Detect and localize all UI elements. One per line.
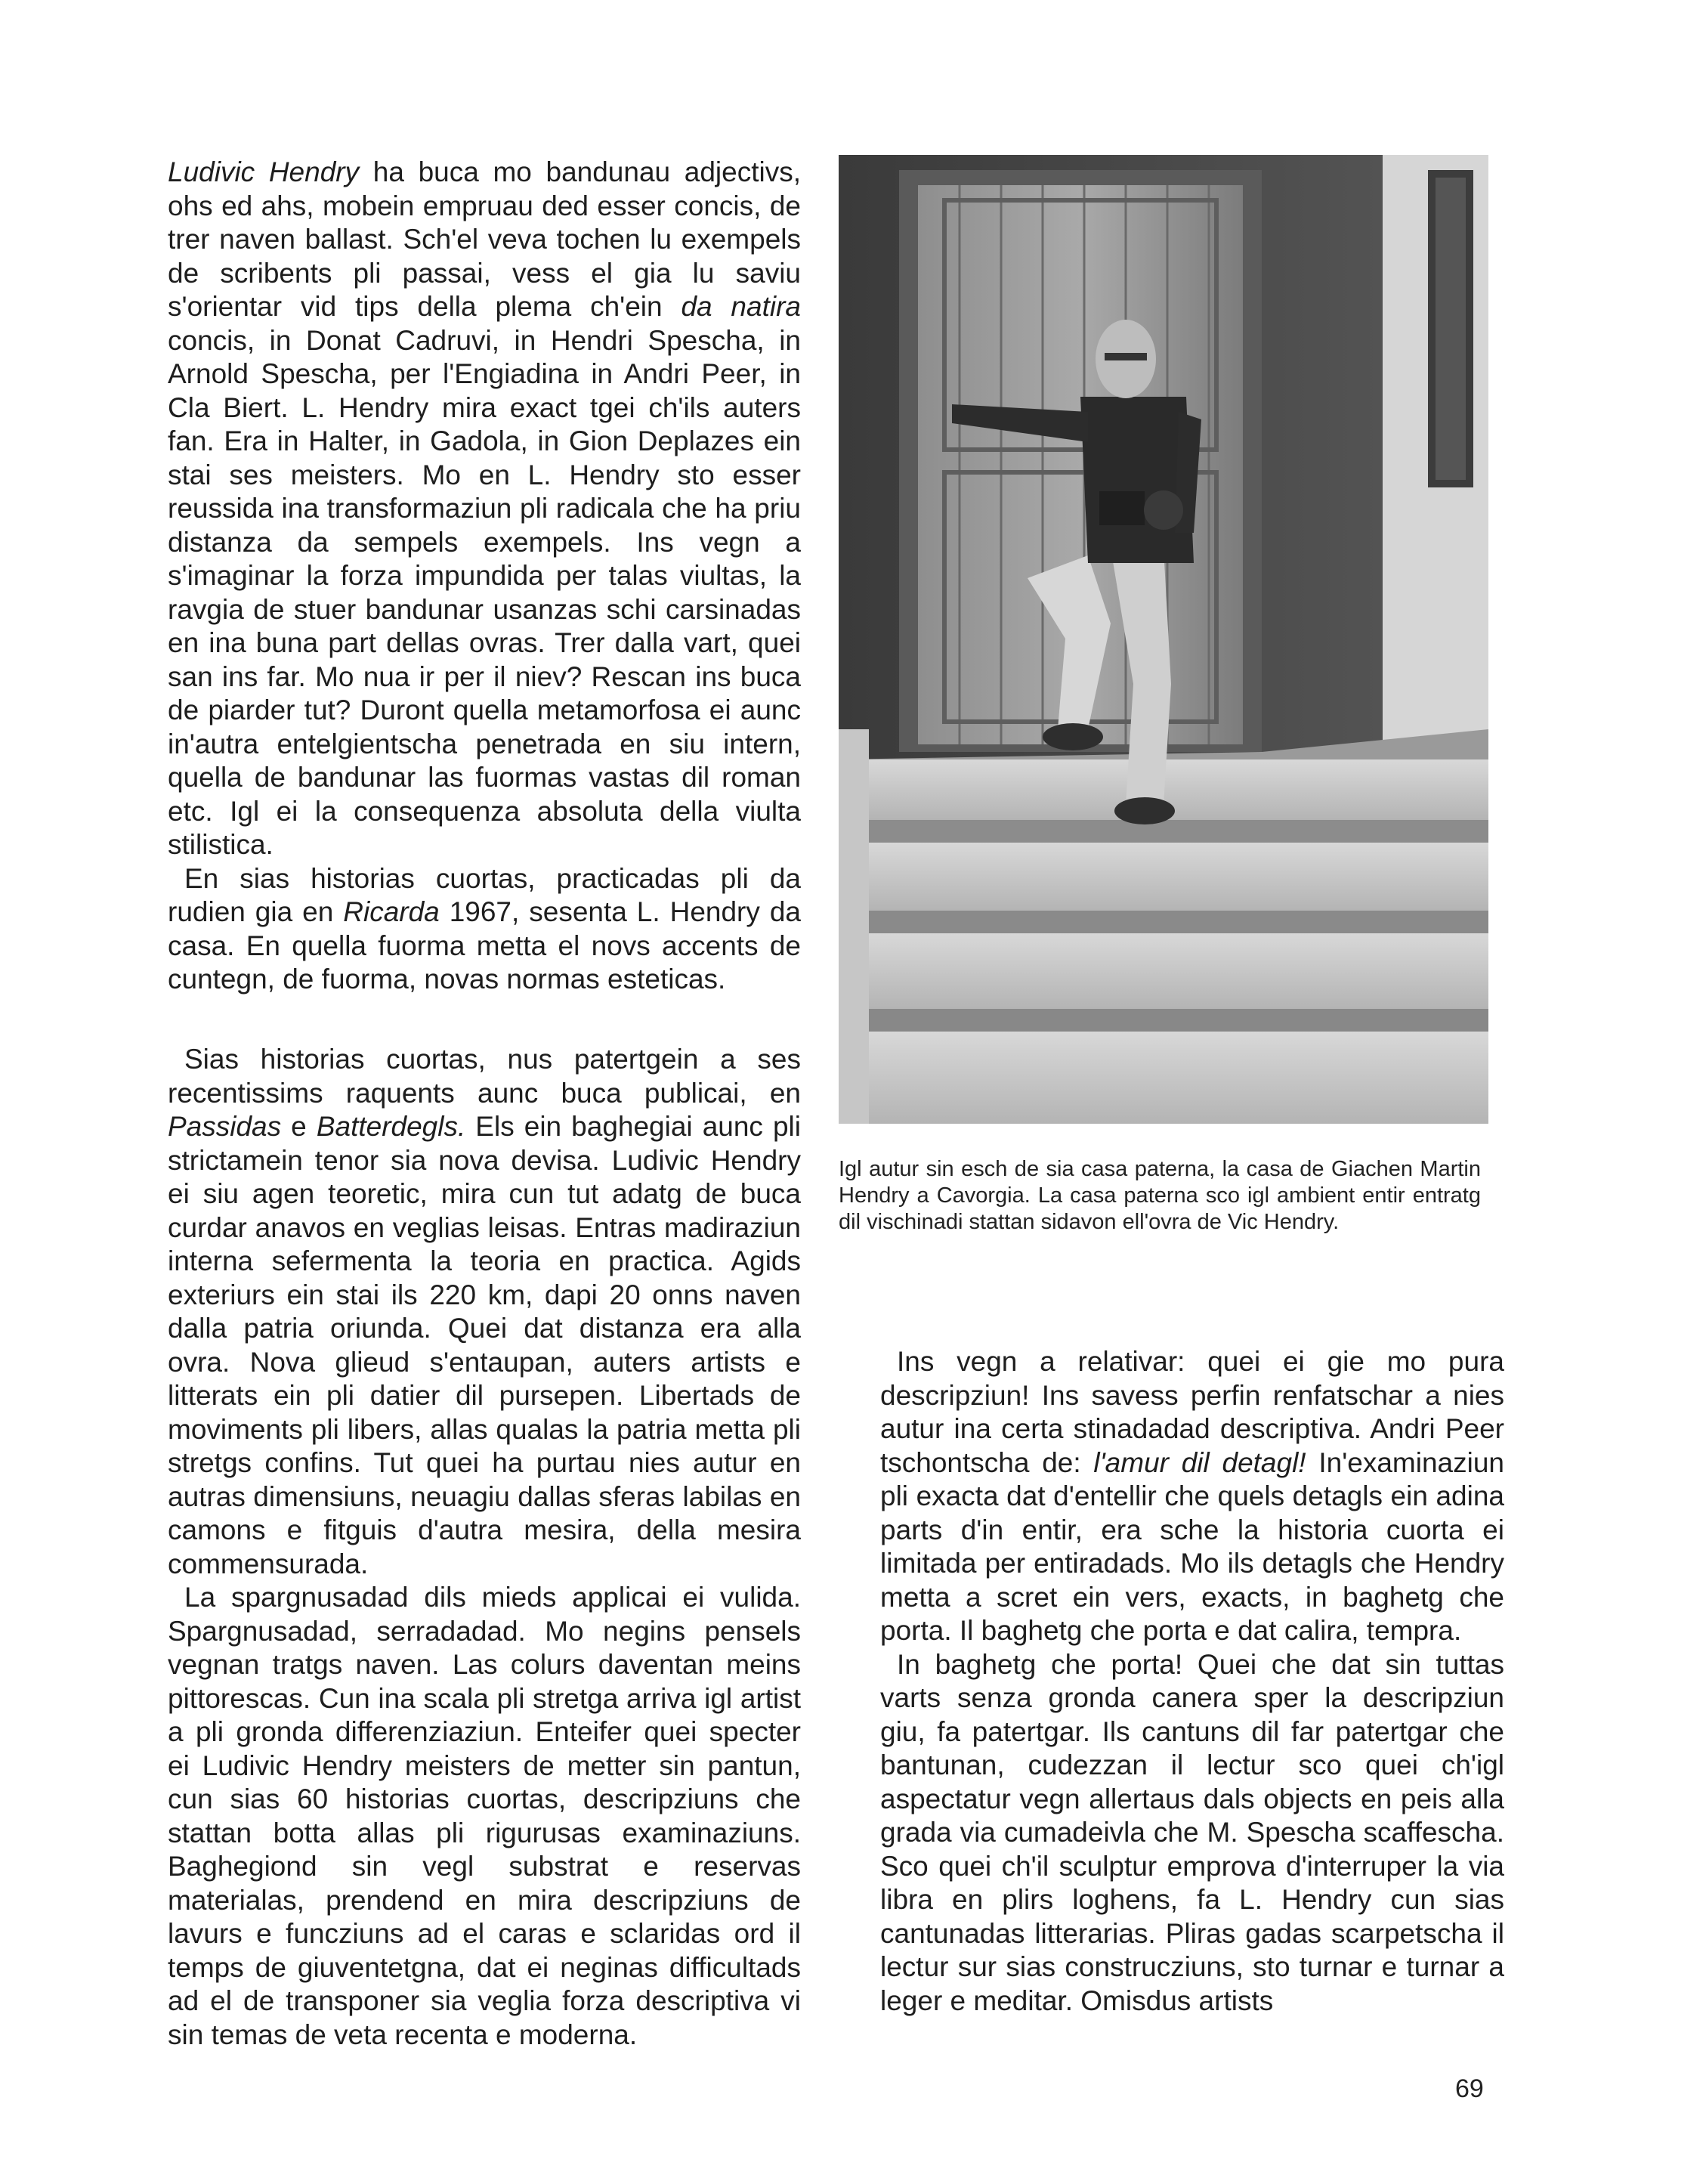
- text-run: 1967, sesenta L. Hendry da casa. En quella fuorma metta el novs accents de cuntegn, de fuorma, novas normas esteticas.: [168, 896, 801, 995]
- text-run: Ins vegn a relativar: quei ei gie mo pura descripziun! Ins savess perfin renfatschar a nies autur ina certa stinadadad descriptiva. Andri Peer tschontscha de:: [880, 1346, 1504, 1478]
- paragraph: [168, 1043, 801, 1581]
- italic-text: Ludivic Hendry: [168, 156, 360, 187]
- text-run: En sias historias cuortas, practicadas pli da rudien gia en: [168, 862, 801, 927]
- paragraph: [168, 862, 801, 997]
- paragraph: [880, 1345, 1504, 1648]
- text-run: In baghetg che porta! Quei che dat sin tuttas varts senza gronda canera sper la descripziun giu, fa patertgar. Ils cantuns dil far patertgar che bantunan, cudezzan il lectur sco quei ch'igl aspectatur vegn allertaus dals objects en peis alla grada via cumadeivla che M. Spescha scaffescha. Sco quei ch'il sculptur emprova d'interruper la via libra en plirs loghens, fa L. Hendry cun sias cantunadas litterarias. Pliras gadas scarpetscha il lectur sur sias construcziuns, sto turnar e turnar a leger e meditar. Omisdus artists: [880, 1648, 1504, 2016]
- italic-text: Passidas: [168, 1111, 282, 1142]
- left-column-top: [168, 156, 801, 997]
- text-run: Els ein baghegiai aunc pli strictamein tenor sia nova devisa. Ludivic Hendry ei siu agen teoretic, mira cun tut adatg de buca curdar anavos en veglias leisas. Entras madiraziun interna sefermenta la teoria en practica. Agids exteriurs ein stai ils 220 km, dapi 20 onns naven dalla patria oriunda. Quei dat distanza era alla ovra. Nova glieud s'entaupan, auters artists e litterats ein pli datier dil pursepen. Libertads de moviments pli libers, allas qualas la patria metta pli stretgs confins. Tut quei ha purtau nies autur en autras dimensiuns, neuagiu dallas sferas labilas en camons e fitguis d'autra mesira, della mesira commensurada.: [168, 1111, 801, 1579]
- left-column-bottom: [168, 1043, 801, 2052]
- photo-caption: Igl autur sin esch de sia casa paterna, la casa de Giachen Martin Hendry a Cavorgia. La casa paterna sco igl ambient entir entratg dil vischinadi stattan sidavon ell'ovra de Vic Hendry.: [839, 1157, 1481, 1234]
- paragraph: [168, 156, 801, 862]
- paragraph: [880, 1648, 1504, 2018]
- text-run: La spargnusadad dils mieds applicai ei vulida. Spargnusadad, serradadad. Mo negins pensels vegnan tratgs naven. Las colurs daventan meins pittorescas. Cun ina scala pli stretga arriva igl artist a pli gronda differenziaziun. Enteifer quei specter ei Ludivic Hendry meisters de metter sin pantun, cun sias 60 historias cuortas, descripziuns che stattan botta allas pli rigurusas examinaziuns. Baghegiond sin vegl substrat e reservas materialas, prendend en mira descripziuns de lavurs e funcziuns ad el caras e sclaridas ord il temps de giuventetgna, dat ei neginas difficultads ad el de transponer sia veglia forza descriptiva vi sin temas de veta recenta e moderna.: [168, 1582, 801, 2050]
- text-run: Sias historias cuortas, nus patertgein a ses recentissims raquents aunc buca publicai, en: [168, 1044, 801, 1109]
- paragraph: [168, 1581, 801, 2052]
- italic-text: Batterdegls.: [316, 1111, 466, 1142]
- italic-text: da natira: [681, 291, 801, 322]
- text-run: ha buca mo bandunau adjectivs, ohs ed ahs, mobein empruau ded esser concis, de trer naven ballast. Sch'el veva tochen lu exempels de scribents pli passai, vess el gia lu saviu s'orientar vid tips della plema ch'ein: [168, 156, 801, 322]
- page-number: 69: [1455, 2074, 1484, 2103]
- text-run: In'examinaziun pli exacta dat d'entellir che quels detagls ein adina parts d'in entir, era sche la historia cuorta ei limitada per entiradads. Mo ils detagls che Hendry metta a scret ein vers, exacts, in baghetg che porta. Il baghetg che porta e dat calira, tempra.: [880, 1446, 1504, 1646]
- right-column-bottom: [880, 1345, 1504, 2018]
- text-run: e: [281, 1111, 317, 1142]
- italic-text: l'amur dil detagl!: [1093, 1446, 1306, 1478]
- author-photo: [839, 155, 1488, 1124]
- italic-text: Ricarda: [343, 896, 440, 927]
- text-run: concis, in Donat Cadruvi, in Hendri Spescha, in Arnold Spescha, per l'Engiadina in Andri Peer, in Cla Biert. L. Hendry mira exact tgei ch'ils auters fan. Era in Halter, in Gadola, in Gion Deplazes ein stai ses meisters. Mo en L. Hendry sto esser reussida ina transformaziun pli radicala che ha priu distanza da sempels exempels. Ins vegn a s'imaginar la forza impundida per talas viultas, la ravgia de stuer bandunar usanzas schi carsinadas en ina buna part dellas ovras. Trer dalla vart, quei san ins far. Mo nua ir per il niev? Rescan ins buca de piarder tut? Duront quella metamorfosa ei aunc in'autra entelgientscha penetrada en siu intern, quella de bandunar las fuormas vastas dil roman etc. Igl ei la consequenza absoluta della viulta stilistica.: [168, 324, 801, 860]
